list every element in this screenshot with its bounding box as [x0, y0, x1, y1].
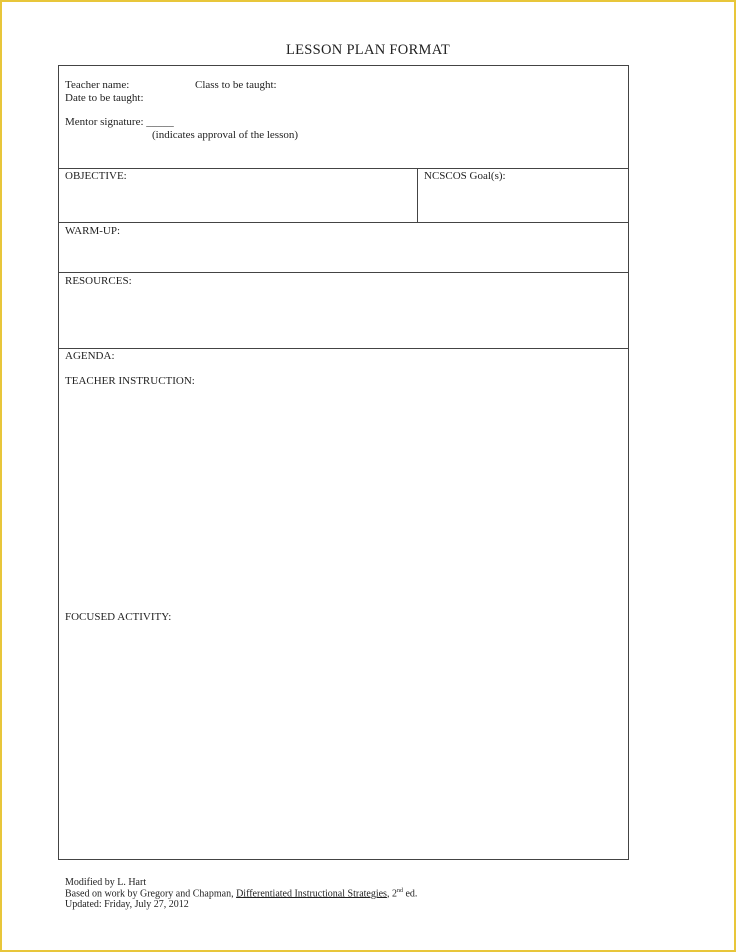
teacher-name-field[interactable]: Teacher name: — [65, 79, 130, 91]
footer-updated: Updated: Friday, July 27, 2012 — [65, 899, 189, 910]
footer-edition-suffix: ed. — [402, 888, 418, 900]
footer-modified-by: Modified by L. Hart — [65, 877, 147, 888]
objective-label[interactable]: OBJECTIVE: — [65, 170, 127, 182]
focused-activity-label[interactable]: FOCUSED ACTIVITY: — [65, 611, 172, 623]
resources-label[interactable]: RESOURCES: — [65, 275, 132, 287]
date-to-be-taught-field[interactable]: Date to be taught: — [65, 92, 144, 104]
ncscos-goals-label[interactable]: NCSCOS Goal(s): — [424, 170, 506, 182]
divider-header — [59, 168, 628, 169]
footer-edition-prefix: , 2 — [386, 888, 397, 900]
teacher-instruction-label[interactable]: TEACHER INSTRUCTION: — [65, 375, 195, 387]
warm-up-label[interactable]: WARM-UP: — [65, 225, 121, 237]
page-title: LESSON PLAN FORMAT — [285, 42, 451, 58]
divider-objective — [59, 222, 628, 223]
divider-resources — [59, 348, 628, 349]
class-to-be-taught-field[interactable]: Class to be taught: — [195, 79, 277, 91]
divider-objective-ncscos — [417, 168, 418, 222]
mentor-signature-field[interactable]: Mentor signature: _____ — [65, 116, 174, 128]
footer-book-title: Differentiated Instructional Strategies — [236, 888, 387, 900]
lesson-plan-form — [58, 65, 629, 860]
divider-warm-up — [59, 272, 628, 273]
approval-note: (indicates approval of the lesson) — [152, 129, 299, 141]
footer-based-on-prefix: Based on work by Gregory and Chapman, — [65, 888, 237, 900]
agenda-label[interactable]: AGENDA: — [65, 350, 115, 362]
footer-based-on — [65, 888, 417, 899]
footer-edition-sup: nd — [396, 888, 403, 894]
